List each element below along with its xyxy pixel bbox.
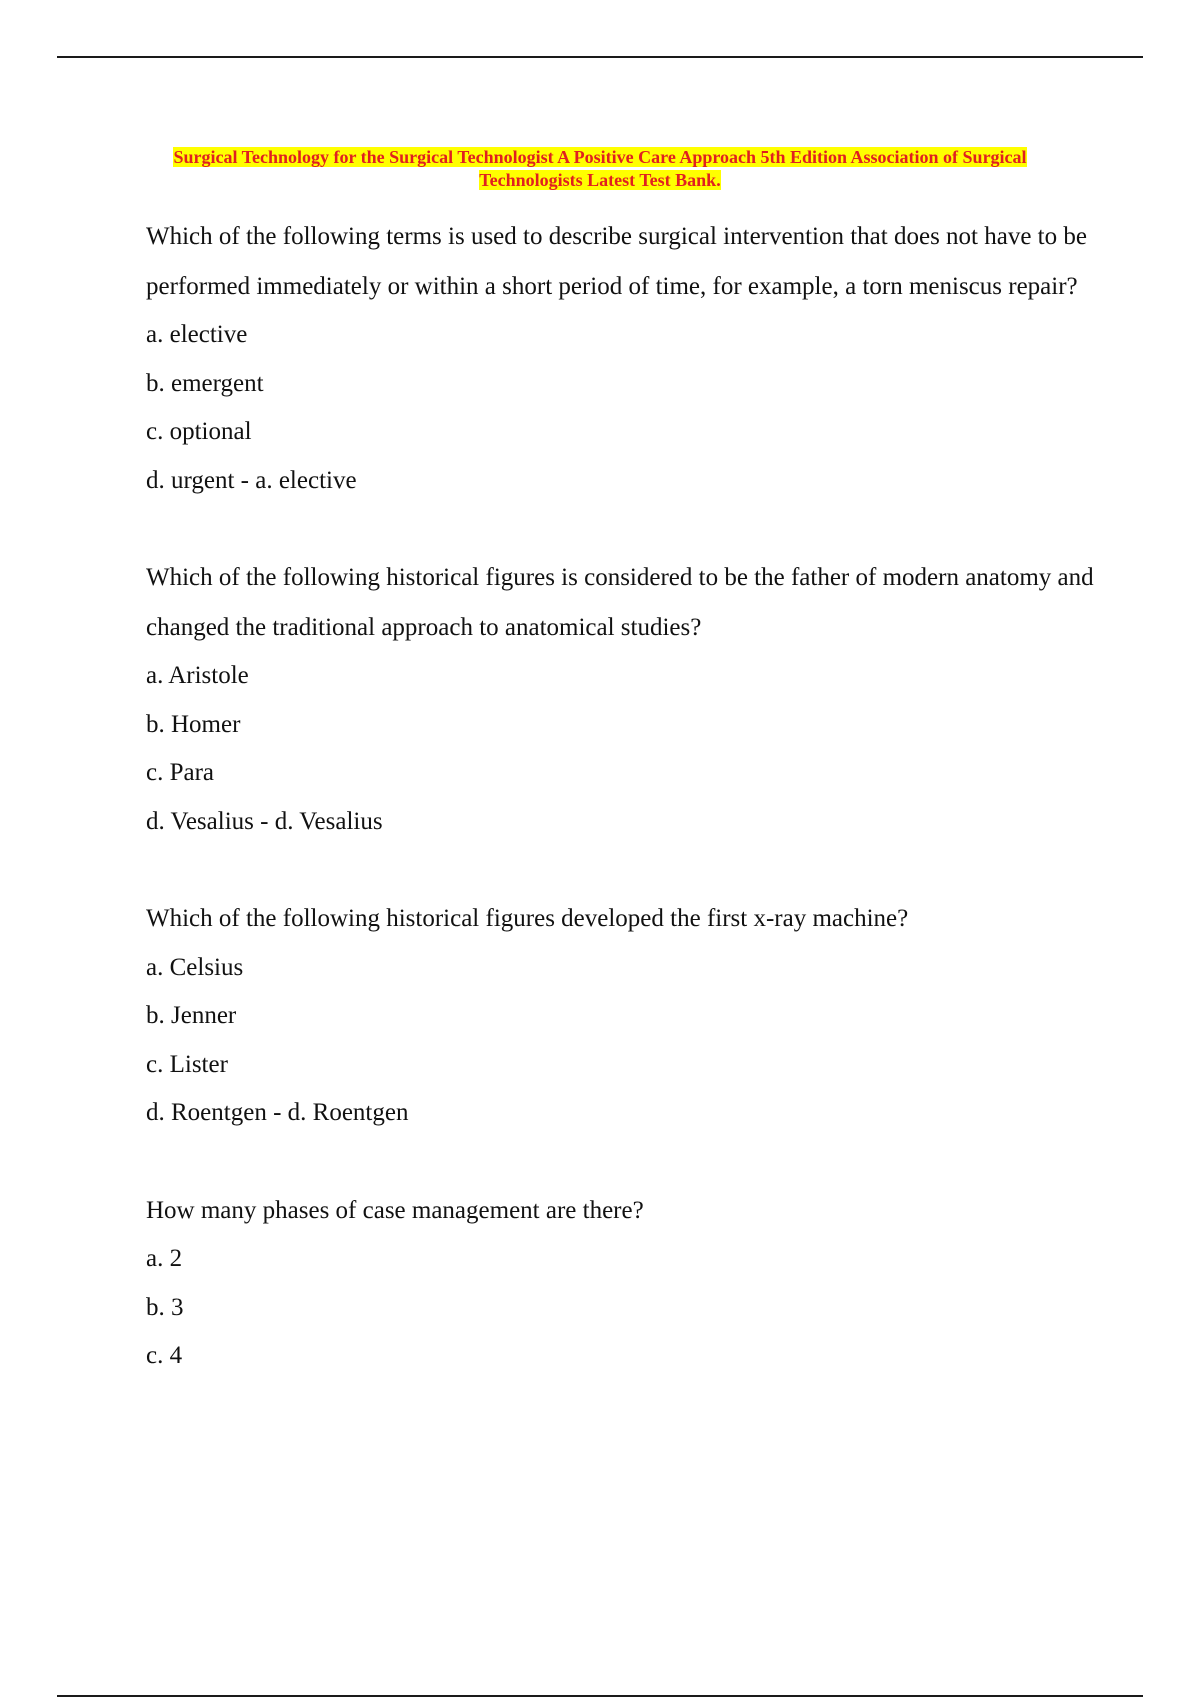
question-text: Which of the following historical figures developed the first x-ray machine?: [146, 905, 909, 932]
question-spacer: [146, 1138, 1106, 1186]
question-spacer: [146, 505, 1106, 553]
question-text: How many phases of case management are there?: [146, 1196, 644, 1224]
document-title-text: Surgical Technology for the Surgical Technologist A Positive Care Approach 5th Edition Association of Surgical Technologists Latest Test Bank.: [173, 147, 1027, 190]
question-list: [146, 212, 1106, 1381]
answer-option: b. emergent: [146, 369, 264, 397]
question-spacer: [146, 846, 1106, 894]
answer-option: a. 2: [146, 1245, 183, 1272]
question-text: Which of the following terms is used to describe surgical intervention that does not have to be performed immediately or within a short period of time, for example, a torn meniscus repair?: [146, 223, 1087, 300]
answer-option: a. Celsius: [146, 953, 244, 981]
question-text: Which of the following historical figures is considered to be the father of modern anatomy and changed the traditional approach to anatomical studies?: [146, 564, 1094, 641]
document-title: [150, 146, 1050, 192]
answer-option: a. Aristole: [146, 662, 249, 689]
top-rule: [57, 56, 1143, 58]
bottom-rule: [57, 1695, 1143, 1697]
answer-option: d. urgent - a. elective: [146, 466, 357, 494]
question-1: [146, 212, 1106, 505]
answer-option: b. Homer: [146, 710, 241, 738]
answer-option: c. 4: [146, 1342, 183, 1369]
answer-option: c. Para: [146, 759, 215, 786]
answer-option: d. Roentgen - d. Roentgen: [146, 1099, 409, 1126]
question-2: [146, 553, 1106, 846]
answer-option: a. elective: [146, 321, 248, 348]
answer-option: b. 3: [146, 1293, 184, 1321]
answer-option: c. Lister: [146, 1050, 228, 1078]
answer-option: d. Vesalius - d. Vesalius: [146, 807, 383, 835]
question-4: [146, 1186, 1106, 1381]
answer-option: c. optional: [146, 418, 252, 445]
question-3: [146, 894, 1106, 1138]
answer-option: b. Jenner: [146, 1002, 237, 1029]
